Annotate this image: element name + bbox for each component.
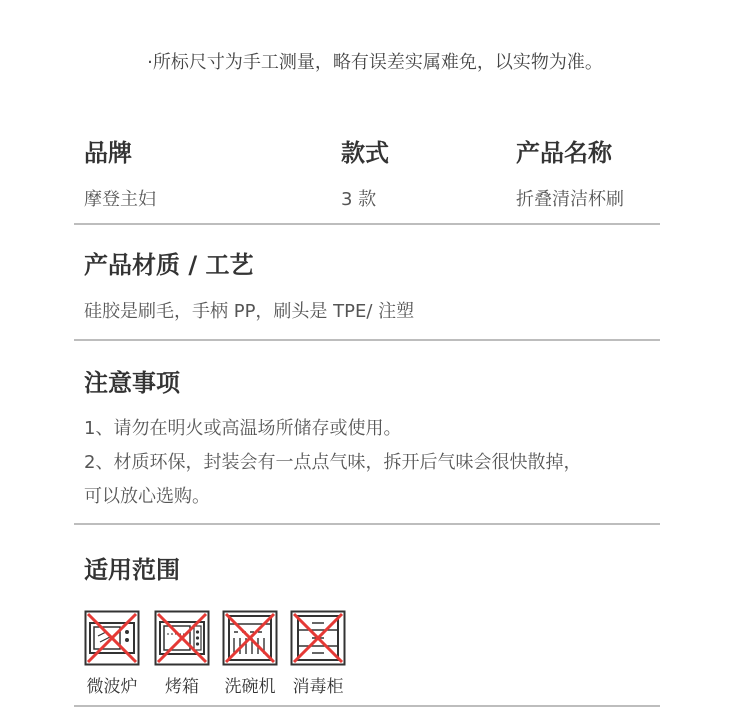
caution-line: 1、请勿在明火或高温场所储存或使用。 (84, 418, 402, 439)
caution-title: 注意事项 (84, 369, 180, 397)
spec-brand (84, 137, 156, 213)
usage-title: 适用范围 (84, 556, 180, 584)
dishwasher-prohibited-icon (222, 610, 278, 666)
spec-brand-label: 品牌 (84, 139, 132, 167)
usage-item-microwave (83, 610, 141, 697)
spec-product-name (516, 137, 624, 213)
material-section (84, 249, 654, 325)
spec-style-label: 款式 (341, 139, 389, 167)
divider (74, 523, 660, 525)
usage-icon-list (83, 610, 483, 700)
microwave-prohibited-icon (84, 610, 140, 666)
spec-style (341, 137, 389, 213)
material-text: 硅胶是刷毛，手柄 PP，刷头是 TPE/ 注塑 (84, 301, 415, 322)
usage-item-label: 消毒柜 (292, 677, 344, 697)
spec-style-value: 3 款 (341, 189, 377, 210)
divider (74, 339, 660, 341)
usage-item-oven (153, 610, 211, 697)
caution-line: 2、材质环保，封装会有一点点气味，拆开后气味会很快散掉， (84, 452, 582, 473)
usage-item-sterilizer (289, 610, 347, 697)
oven-prohibited-icon (154, 610, 210, 666)
divider (74, 705, 660, 707)
usage-item-label: 洗碗机 (224, 677, 276, 697)
spec-product-name-label: 产品名称 (516, 139, 612, 167)
spec-product-name-value: 折叠清洁杯刷 (516, 189, 624, 210)
usage-item-dishwasher (221, 610, 279, 697)
usage-section (84, 554, 654, 586)
material-title: 产品材质 / 工艺 (84, 251, 254, 279)
usage-item-label: 微波炉 (86, 677, 138, 697)
sterilizer-prohibited-icon (290, 610, 346, 666)
caution-line: 可以放心选购。 (84, 486, 210, 507)
caution-section (84, 367, 654, 514)
measurement-note: ·所标尺寸为手工测量，略有误差实属难免，以实物为准。 (147, 52, 603, 73)
spec-brand-value: 摩登主妇 (84, 189, 156, 210)
usage-item-label: 烤箱 (165, 677, 199, 697)
divider (74, 223, 660, 225)
